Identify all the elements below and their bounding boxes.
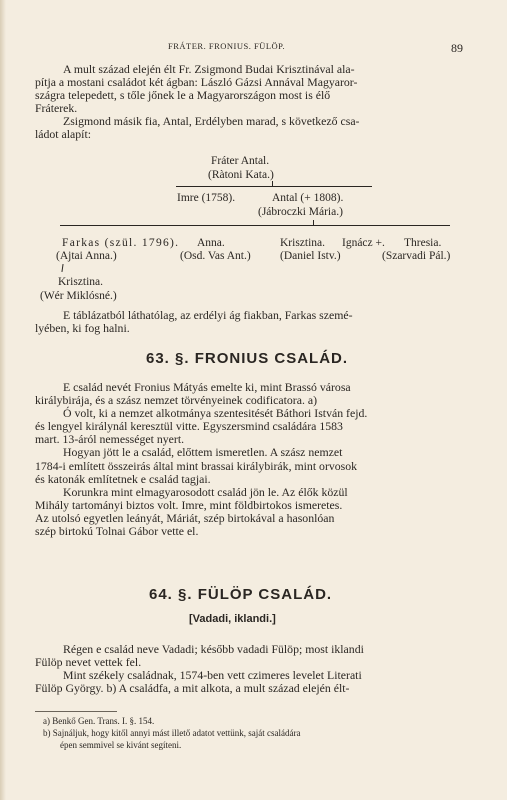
section-63-body bbox=[35, 381, 460, 538]
gc-thresia: Thresia. bbox=[404, 237, 442, 249]
ggc-krisztina: Krisztina. bbox=[58, 276, 104, 288]
root-name: Fráter Antal. bbox=[211, 155, 270, 167]
tree-tick bbox=[313, 220, 314, 225]
gc-anna-spouse: (Osd. Vas Ant.) bbox=[180, 250, 251, 262]
gc-farkas: Farkas (szül. 1796). bbox=[62, 237, 180, 249]
text-line: Mihály tartományi biztos volt. Imre, mint földbirtokos ismeretes. bbox=[35, 497, 343, 512]
root-spouse: (Ràtoni Kata.) bbox=[208, 169, 274, 181]
tree-note-paragraph bbox=[35, 309, 460, 335]
text-line: Az utolsó egyetlen leányát, Máriát, szép birtokával a hasonlóan bbox=[35, 510, 335, 525]
child-antal-spouse: (Jábroczki Mária.) bbox=[258, 206, 343, 218]
text-line: királybirája, és a szász nemzet törvényeinek codificatora. a) bbox=[35, 393, 318, 408]
tree-tick bbox=[272, 181, 273, 186]
text-line: E család nevét Fronius Mátyás emelte ki, mint Brassó városa bbox=[63, 380, 351, 394]
gc-ignacz: Ignácz +. bbox=[342, 237, 385, 249]
section-63-title: 63. §. FRONIUS CSALÁD. bbox=[146, 350, 349, 367]
child-antal: Antal (+ 1808). bbox=[272, 192, 344, 204]
text-line: Fráterek. bbox=[35, 101, 78, 116]
text-line: Fülöp nevet vettek fel. bbox=[35, 655, 142, 670]
text-line: szép birtokú Tolnai Gábor vette el. bbox=[35, 524, 199, 539]
text-line: lyében, ki fog halni. bbox=[35, 321, 130, 336]
tree-line-gen2 bbox=[60, 225, 450, 226]
footnote-rule bbox=[35, 711, 117, 712]
gc-krisztina-spouse: (Daniel Istv.) bbox=[280, 250, 341, 262]
footnote-a: a) Benkő Gen. Trans. I. §. 154. bbox=[43, 716, 155, 726]
text-line: mart. 13-áról nemességet nyert. bbox=[35, 432, 185, 447]
text-line: és lengyel királynál keresztül vitte. Egyszersmind családára 1583 bbox=[35, 419, 343, 434]
gc-thresia-spouse: (Szarvadi Pál.) bbox=[382, 250, 451, 262]
ggc-krisztina-spouse: (Wér Miklósné.) bbox=[40, 290, 117, 302]
text-line: Zsigmond másik fia, Antal, Erdélyben marad, s következő csa- bbox=[63, 114, 360, 129]
running-head: FRÁTER. FRONIUS. FÜLÖP. bbox=[168, 41, 286, 51]
gc-anna: Anna. bbox=[197, 237, 225, 249]
gc-krisztina: Krisztina. bbox=[280, 237, 326, 249]
text-line: pítja a mostani családot két ágban: László Gázsi Annával Magyaror- bbox=[35, 75, 358, 90]
page-edge-shadow bbox=[0, 0, 6, 800]
tree-line-gen1 bbox=[176, 186, 372, 187]
tree-descent-mark bbox=[61, 264, 63, 272]
text-line: A mult század elején élt Fr. Zsigmond Budai Krisztinával ala- bbox=[63, 62, 355, 76]
text-line: Korunkra mint elmagyarosodott család jön le. Az élők közül bbox=[63, 484, 348, 499]
text-line: és katonák említetnek e család tagjai. bbox=[35, 471, 211, 486]
text-line: E táblázatból láthatólag, az erdélyi ág fiakban, Farkas szemé- bbox=[63, 308, 353, 322]
text-line: Ó volt, ki a nemzet alkotmánya szentesitését Báthori István fejd. bbox=[63, 406, 368, 421]
intro-paragraph bbox=[35, 63, 460, 142]
text-line: Hogyan jött le a család, előttem ismeretlen. A szász nemzet bbox=[63, 445, 343, 460]
section-64-title: 64. §. FÜLÖP CSALÁD. bbox=[149, 586, 333, 603]
text-line: szágra telepedett, s tőle jőnek le a Magyarországon most is élő bbox=[35, 88, 331, 103]
child-imre: Imre (1758). bbox=[177, 192, 236, 204]
gc-farkas-spouse: (Ajtai Anna.) bbox=[56, 250, 117, 262]
footnote-b-cont: épen semmivel se kivánt segíteni. bbox=[60, 740, 182, 750]
page-number: 89 bbox=[451, 41, 463, 55]
text-line: Fülöp György. b) A családfa, a mit alkota, a mult század elején élt- bbox=[35, 681, 350, 696]
text-line: Mint székely családnak, 1574-ben vett czimeres levelet Literati bbox=[63, 668, 362, 683]
text-line: ládot alapít: bbox=[35, 127, 92, 142]
text-line: 1784-i említett összeirás által mint brassai királybirák, mint orvosok bbox=[35, 458, 358, 473]
text-line: Régen e család neve Vadadi; később vadadi Fülöp; most iklandi bbox=[63, 642, 364, 656]
footnote-b: b) Sajnáljuk, hogy kitől annyi mást illető adatot vettünk, saját családára bbox=[43, 728, 301, 738]
section-64-body bbox=[35, 643, 460, 695]
section-64-subtitle: [Vadadi, iklandi.] bbox=[189, 613, 276, 625]
